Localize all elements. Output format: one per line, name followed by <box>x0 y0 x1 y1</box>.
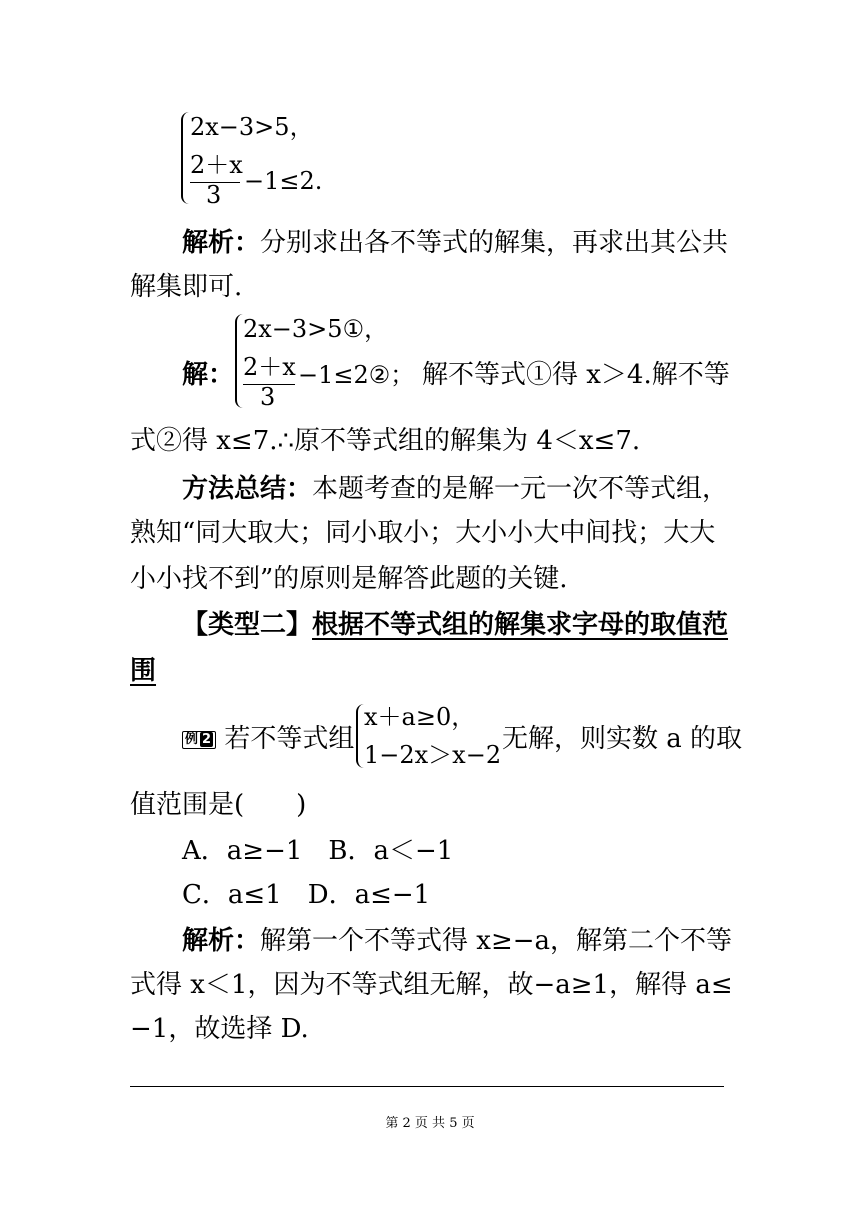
analysis2-line3: −1，故选择 D. <box>130 1014 309 1044</box>
example2-line2: 值范围是( ) <box>130 790 307 820</box>
example2-lead <box>182 722 354 756</box>
analysis2-line2: 式得 x＜1，因为不等式组无解，故−a≥1，解得 a≤ <box>130 970 733 1000</box>
summary-text: 本题考查的是解一元一次不等式组， <box>312 474 729 504</box>
solution1-inequality-1: 2x−3>5①， <box>243 315 389 343</box>
example2-after: 无解，则实数 a 的取 <box>502 724 743 754</box>
analysis-label: 解析： <box>182 228 261 258</box>
options-row1: A．a≥−1 B．a＜−1 <box>182 836 454 866</box>
solution1-inequality-2-tail: −1≤2②； <box>298 361 415 389</box>
type2-title-continued: 围 <box>130 656 157 686</box>
type2-title: 根据不等式组的解集求字母的取值范 <box>312 610 729 640</box>
footer-divider <box>130 1086 724 1087</box>
summary-label: 方法总结： <box>182 474 313 504</box>
analysis1-line2: 解集即可. <box>130 272 243 302</box>
solution1-fraction-numerator: 2＋x <box>243 353 296 381</box>
system1-fraction-numerator: 2＋x <box>190 151 243 179</box>
type2-label: 【类型二】 <box>182 610 313 640</box>
example-badge-text: 例 <box>185 732 199 747</box>
solution1-after: 解不等式①得 x＞4.解不等 <box>422 360 730 390</box>
example2-inequality-2: 1−2x＞x−2 <box>364 741 502 769</box>
system1-inequality-2-tail: −1≤2. <box>244 167 323 195</box>
summary-line3: 小小找不到”的原则是解答此题的关键. <box>130 564 568 594</box>
options-row2: C．a≤1 D．a≤−1 <box>182 880 431 910</box>
example-badge <box>182 731 216 749</box>
analysis-label: 解析： <box>182 926 261 956</box>
system1-inequality-1: 2x−3>5， <box>190 113 314 141</box>
analysis2-line1 <box>182 924 732 958</box>
system1-fraction-denominator: 3 <box>206 181 222 209</box>
solution-label: 解： <box>182 360 235 390</box>
type2-heading <box>182 608 728 642</box>
example2-inequality-1: x＋a≥0， <box>364 703 476 731</box>
example2-before: 若不等式组 <box>224 724 355 754</box>
analysis2-text: 解第一个不等式得 x≥−a，解第二个不等 <box>260 926 733 956</box>
example-badge-number: 2 <box>202 732 212 747</box>
page-footer: 第 2 页 共 5 页 <box>385 1116 475 1131</box>
analysis1-text: 分别求出各不等式的解集，再求出其公共 <box>260 228 729 258</box>
solution1-fraction-denominator: 3 <box>260 383 276 411</box>
summary-line2: 熟知“同大取大；同小取小；大小小大中间找；大大 <box>130 518 716 548</box>
summary-line1 <box>182 472 728 506</box>
analysis1-line1 <box>182 226 728 260</box>
solution1-line2: 式②得 x≤7.∴原不等式组的解集为 4＜x≤7. <box>130 426 641 456</box>
